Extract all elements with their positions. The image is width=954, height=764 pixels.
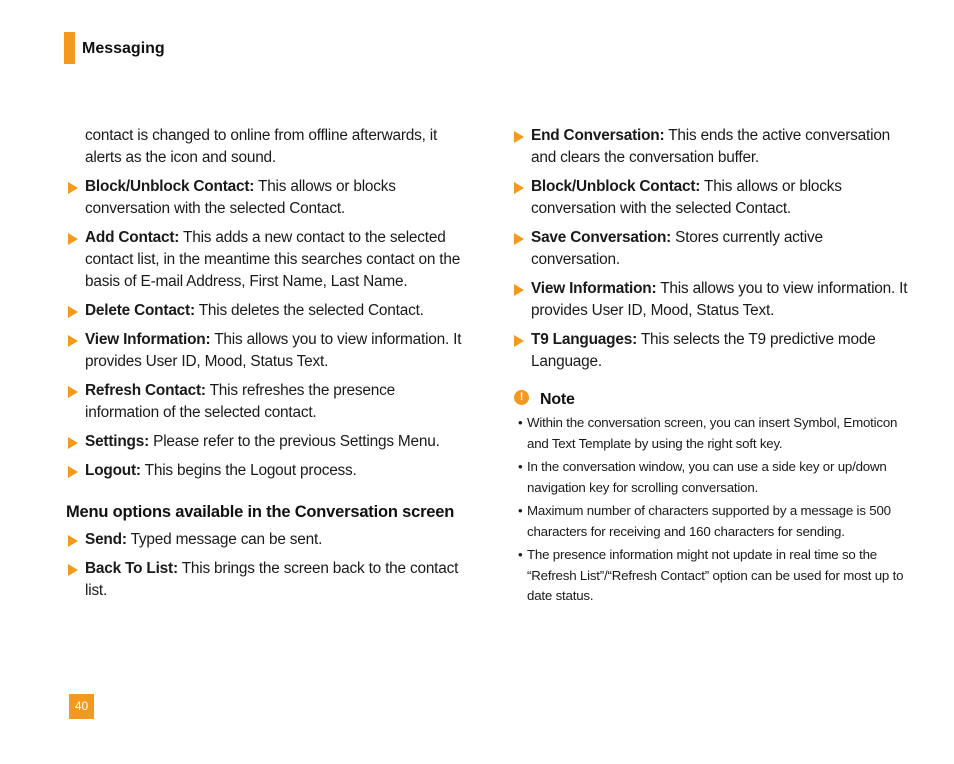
item-description: This allows you to view information. It provides User ID, Mood, Status Text. xyxy=(85,331,462,370)
arrow-bullet-icon xyxy=(514,233,524,245)
arrow-bullet-icon xyxy=(68,233,78,245)
note-text: In the conversation window, you can use a side key or up/down navigation key for scrolling conversation. xyxy=(527,459,887,495)
list-item xyxy=(66,329,466,373)
list-item xyxy=(512,227,912,271)
item-description: Typed message can be sent. xyxy=(126,531,323,548)
note-item xyxy=(512,457,912,498)
list-item xyxy=(512,176,912,220)
item-term: Block/Unblock Contact: xyxy=(85,178,255,195)
arrow-bullet-icon xyxy=(514,284,524,296)
list-item xyxy=(66,460,466,482)
arrow-bullet-icon xyxy=(514,131,524,143)
note-text: Maximum number of characters supported by a message is 500 characters for receiving and 160 characters for sending. xyxy=(527,503,891,539)
note-item xyxy=(512,545,912,607)
item-description: This allows you to view information. It provides User ID, Mood, Status Text. xyxy=(531,280,908,319)
arrow-bullet-icon xyxy=(514,335,524,347)
list-item xyxy=(66,558,466,602)
item-term: Block/Unblock Contact: xyxy=(531,178,701,195)
bullet-icon: • xyxy=(518,503,523,518)
item-description: This adds a new contact to the selected contact list, in the meantime this searches contact on the basis of E-mail Address, First Name, Last Name. xyxy=(85,229,461,290)
item-description: Stores currently active conversation. xyxy=(531,229,823,268)
list-item xyxy=(512,125,912,169)
note-item xyxy=(512,413,912,454)
arrow-bullet-icon xyxy=(68,564,78,576)
list-item xyxy=(512,278,912,322)
item-term: Settings: xyxy=(85,433,150,450)
item-description: This deletes the selected Contact. xyxy=(194,302,424,319)
right-column xyxy=(512,125,912,610)
list-item xyxy=(66,300,466,322)
item-description: Please refer to the previous Settings Menu. xyxy=(149,433,440,450)
note-text: Within the conversation screen, you can insert Symbol, Emoticon and Text Template by using the right soft key. xyxy=(527,415,898,451)
bullet-icon: • xyxy=(518,415,523,430)
item-term: T9 Languages: xyxy=(531,331,638,348)
list-item xyxy=(66,176,466,220)
note-title: Note xyxy=(540,391,575,408)
section-heading: Menu options available in the Conversation screen xyxy=(66,503,455,521)
note-text: The presence information might not update in real time so the “Refresh List”/“Refresh Contact” option can be used for most up to date status. xyxy=(527,547,904,603)
arrow-bullet-icon xyxy=(68,335,78,347)
arrow-bullet-icon xyxy=(68,306,78,318)
arrow-bullet-icon xyxy=(514,182,524,194)
item-description: This ends the active conversation and clears the conversation buffer. xyxy=(531,127,891,166)
item-term: View Information: xyxy=(85,331,211,348)
list-item xyxy=(66,529,466,551)
bullet-icon: • xyxy=(518,459,523,474)
item-description: This refreshes the presence information of the selected contact. xyxy=(85,382,395,421)
item-term: Logout: xyxy=(85,462,141,479)
arrow-bullet-icon xyxy=(68,535,78,547)
item-term: Delete Contact: xyxy=(85,302,195,319)
list-item xyxy=(512,329,912,373)
list-item xyxy=(66,431,466,453)
item-description: This selects the T9 predictive mode Language. xyxy=(531,331,876,370)
item-description: This allows or blocks conversation with the selected Contact. xyxy=(531,178,842,217)
arrow-bullet-icon xyxy=(68,466,78,478)
item-term: Refresh Contact: xyxy=(85,382,206,399)
exclamation-icon: ! xyxy=(514,390,529,405)
item-term: Save Conversation: xyxy=(531,229,672,246)
item-term: Back To List: xyxy=(85,560,178,577)
item-term: End Conversation: xyxy=(531,127,665,144)
section-title: Messaging xyxy=(82,40,165,57)
list-item xyxy=(66,380,466,424)
page-number: 40 xyxy=(69,694,94,719)
item-description: This brings the screen back to the contact list. xyxy=(85,560,459,599)
item-term: Send: xyxy=(85,531,127,548)
arrow-bullet-icon xyxy=(68,437,78,449)
item-description: This allows or blocks conversation with the selected Contact. xyxy=(85,178,396,217)
left-column xyxy=(66,125,466,609)
item-description: This begins the Logout process. xyxy=(140,462,357,479)
section-marker xyxy=(64,32,75,64)
list-item xyxy=(66,227,466,293)
arrow-bullet-icon xyxy=(68,182,78,194)
continued-text: contact is changed to online from offline afterwards, it alerts as the icon and sound. xyxy=(85,127,438,166)
note-item xyxy=(512,501,912,542)
item-term: View Information: xyxy=(531,280,657,297)
note-list xyxy=(512,413,912,607)
arrow-bullet-icon xyxy=(68,386,78,398)
item-term: Add Contact: xyxy=(85,229,180,246)
note-header xyxy=(512,389,912,411)
bullet-icon: • xyxy=(518,547,523,562)
